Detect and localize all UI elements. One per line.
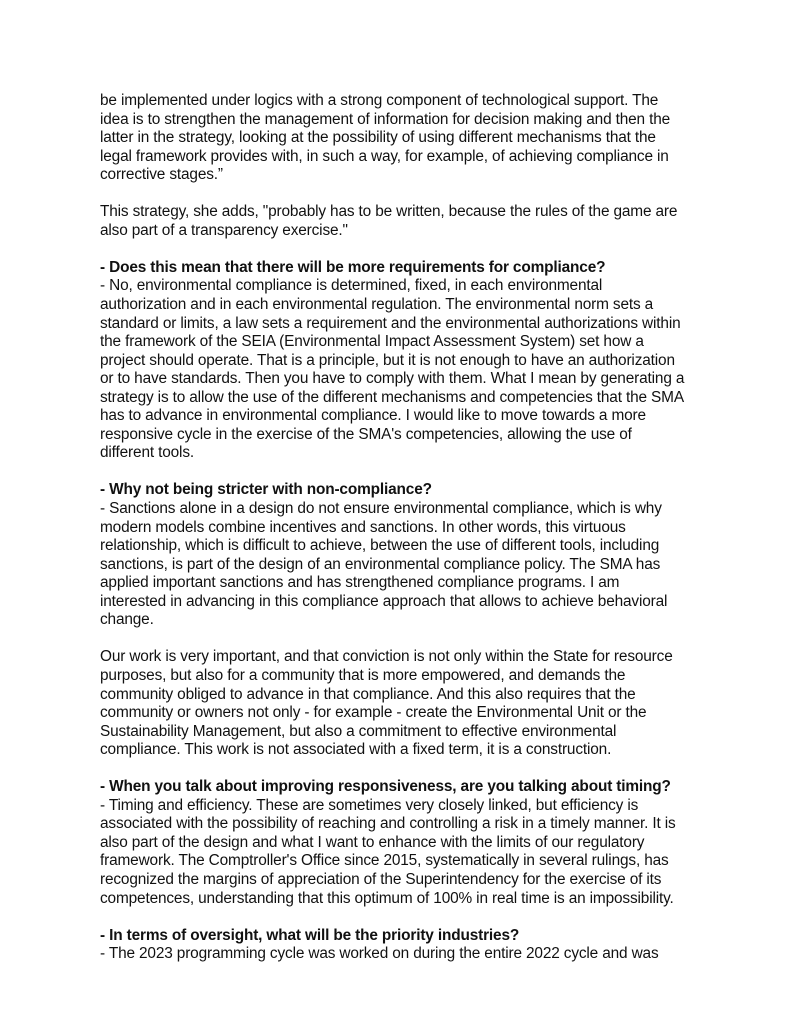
paragraph-strategy-intro [100,92,720,185]
text-line: Sustainability Management, but also a commitment to effective environmental [100,722,617,740]
text-line: idea is to strengthen the management of information for decision making and then the [100,110,671,128]
text-line: be implemented under logics with a strong component of technological support. The [100,92,659,109]
answer-line: - No, environmental compliance is determined, fixed, in each environmental [100,277,603,295]
interview-question: - When you talk about improving responsiveness, are you talking about timing? [100,778,671,796]
answer-line: interested in advancing in this compliance approach that allows to achieve behavioral [100,592,668,610]
text-line: community or owners not only - for example - create the Environmental Unit or the [100,704,647,722]
qa-block-priority-industries [100,927,720,964]
text-line: legal framework provides with, in such a way, for example, of achieving compliance in [100,147,669,165]
answer-line: responsive cycle in the exercise of the SMA's competencies, allowing the use of [100,425,632,443]
text-line: Our work is very important, and that conviction is not only within the State for resource [100,648,673,666]
answer-line: strategy is to allow the use of the different mechanisms and competencies that the SMA [100,388,684,406]
answer-line: applied important sanctions and has strengthened compliance programs. I am [100,574,620,592]
paragraph-strategy-quote [100,203,720,240]
answer-line: has to advance in environmental compliance. I would like to move towards a more [100,407,646,425]
answer-line: - Sanctions alone in a design do not ensure environmental compliance, which is why [100,500,662,518]
interview-question: - Why not being stricter with non-compliance? [100,481,432,499]
qa-block-requirements [100,259,720,463]
document-page [100,92,720,964]
answer-line: - The 2023 programming cycle was worked on during the entire 2022 cycle and was [100,945,659,963]
answer-line: recognized the margins of appreciation of the Superintendency for the exercise of its [100,870,662,888]
text-line: purposes, but also for a community that is more empowered, and demands the [100,666,626,684]
text-line: latter in the strategy, looking at the possibility of using different mechanisms that the [100,129,656,147]
answer-line: associated with the possibility of reaching and controlling a risk in a timely manner. It is [100,815,676,833]
answer-line: change. [100,611,154,629]
answer-line: - Timing and efficiency. These are sometimes very closely linked, but efficiency is [100,796,639,814]
text-line: also part of a transparency exercise." [100,221,348,239]
answer-line: framework. The Comptroller's Office since 2015, systematically in several rulings, has [100,852,669,870]
answer-line: the framework of the SEIA (Environmental Impact Assessment System) set how a [100,333,644,351]
text-line: corrective stages.” [100,166,223,184]
qa-block-strictness [100,481,720,629]
answer-line: or to have standards. Then you have to comply with them. What I mean by generating a [100,370,685,388]
answer-line: sanctions, is part of the design of an environmental compliance policy. The SMA has [100,555,661,573]
qa-block-timing [100,778,720,908]
answer-line: relationship, which is difficult to achieve, between the use of different tools, including [100,537,660,555]
answer-line: authorization and in each environmental regulation. The environmental norm sets a [100,296,654,314]
text-line: compliance. This work is not associated with a fixed term, it is a construction. [100,741,612,759]
answer-line: standard or limits, a law sets a requirement and the environmental authorizations within [100,314,681,332]
answer-line: competences, understanding that this optimum of 100% in real time is an impossibility. [100,889,674,907]
answer-line: modern models combine incentives and sanctions. In other words, this virtuous [100,518,626,536]
answer-line: project should operate. That is a principle, but it is not enough to have an authorization [100,351,675,369]
answer-line: different tools. [100,444,194,462]
text-line: This strategy, she adds, "probably has to be written, because the rules of the game are [100,203,678,221]
paragraph-our-work [100,648,720,759]
text-line: community obliged to advance in that compliance. And this also requires that the [100,685,636,703]
interview-question: - Does this mean that there will be more requirements for compliance? [100,258,606,276]
answer-line: also part of the design and what I want to enhance with the limits of our regulatory [100,833,645,851]
interview-question: - In terms of oversight, what will be the priority industries? [100,926,520,944]
